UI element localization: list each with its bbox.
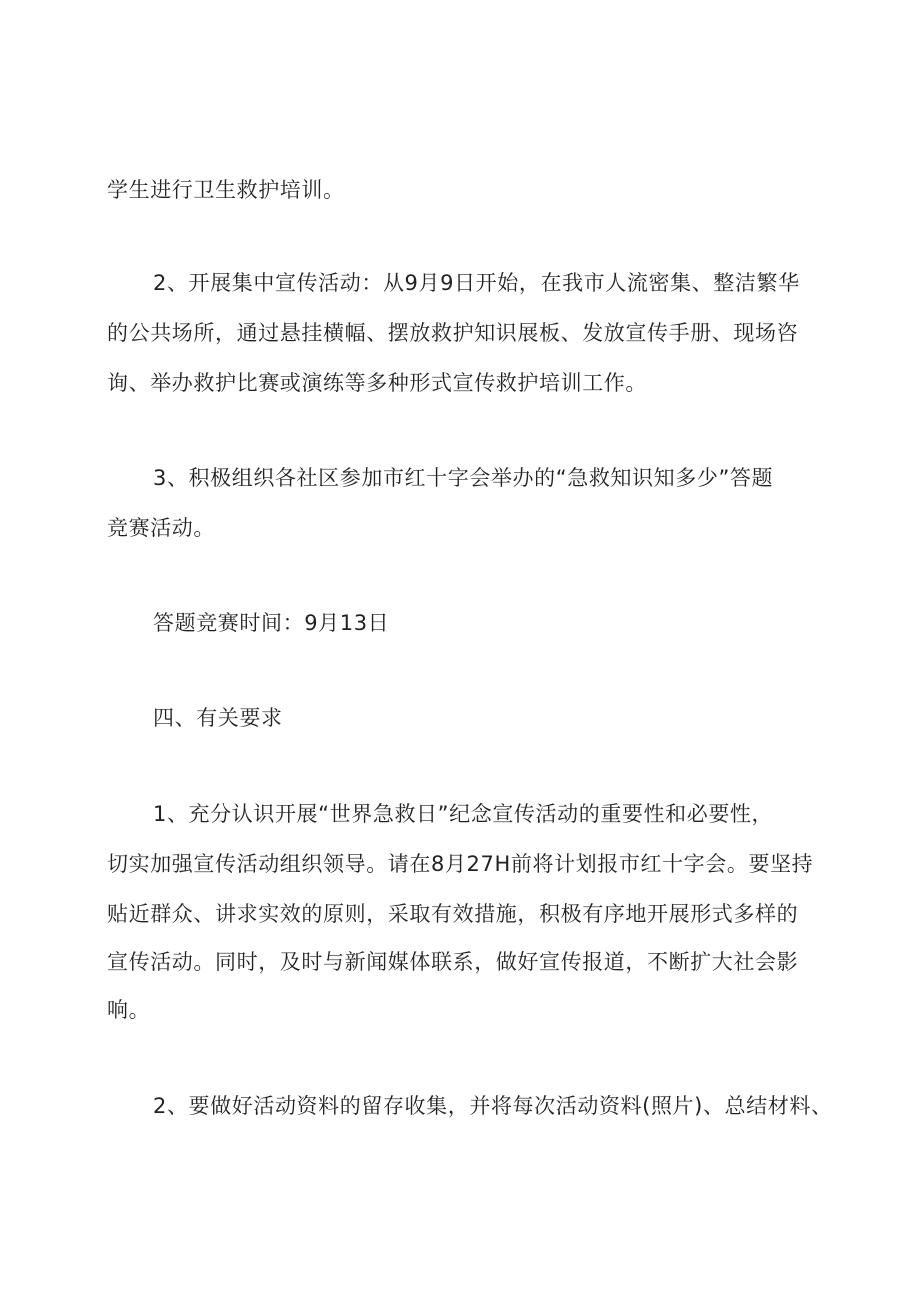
paragraph-line: 的公共场所，通过悬挂横幅、摆放救护知识展板、发放宣传手册、现场咨 (107, 321, 799, 345)
paragraph-line: 2、开展集中宣传活动：从9月9日开始，在我市人流密集、整洁繁华 (153, 271, 800, 295)
paragraph-line: 竞赛活动。 (107, 516, 215, 540)
paragraph-line: 1、充分认识开展“世界急救日”纪念宣传活动的重要性和必要性， (153, 802, 774, 826)
paragraph-line: 宣传活动。同时，及时与新闻媒体联系，做好宣传报道，不断扩大社会影 (107, 950, 799, 974)
paragraph-line: 询、举办救护比赛或演练等多种形式宣传救护培训工作。 (107, 371, 647, 395)
paragraph-line: 学生进行卫生救护培训。 (107, 178, 345, 202)
paragraph-line: 切实加强宣传活动组织领导。请在8月27H前将计划报市红十字会。要坚持 (107, 852, 814, 876)
paragraph-line: 答题竞赛时间：9月13日 (153, 611, 390, 635)
section-heading: 四、有关要求 (153, 706, 283, 730)
paragraph-line: 贴近群众、讲求实效的原则，采取有效措施，积极有序地开展形式多样的 (107, 902, 799, 926)
paragraph-line: 2、要做好活动资料的留存收集，并将每次活动资料(照片)、总结材料、 (153, 1094, 833, 1118)
paragraph-line: 响。 (107, 998, 151, 1022)
paragraph-line: 3、积极组织各社区参加市红十字会举办的“急救知识知多少”答题 (153, 466, 774, 490)
